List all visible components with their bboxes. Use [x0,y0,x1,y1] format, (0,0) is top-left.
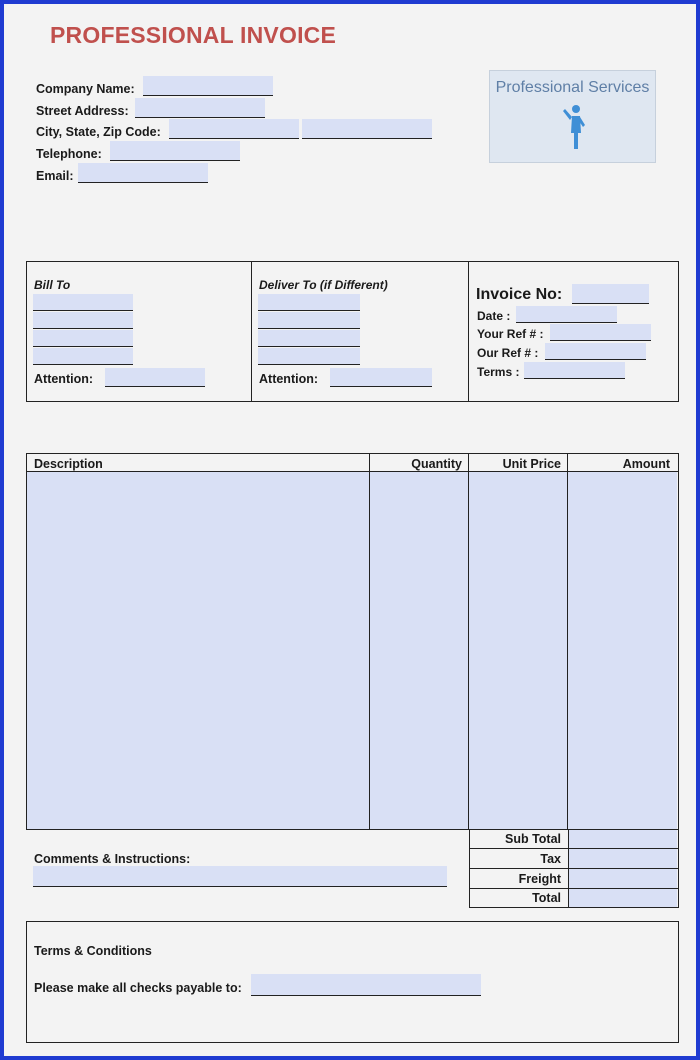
terms-field[interactable] [524,362,625,379]
deliver-to-line-3[interactable] [258,330,360,347]
deliver-to-line-2[interactable] [258,312,360,329]
bill-to-line-2[interactable] [33,312,133,329]
payable-to-label: Please make all checks payable to: [34,981,242,995]
deliver-to-attention-label: Attention: [259,372,319,386]
divider [251,261,252,402]
totals-row-divider [469,888,679,889]
date-label: Date : [477,309,511,323]
company-name-label: Company Name: [36,82,135,96]
zip-code-field[interactable] [302,119,432,139]
company-logo [489,70,656,163]
date-field[interactable] [516,306,617,323]
deliver-to-attention-field[interactable] [330,368,432,387]
our-ref-field[interactable] [545,343,646,360]
city-state-field[interactable] [169,119,299,139]
deliver-to-line-1[interactable] [258,294,360,311]
telephone-label: Telephone: [36,147,102,161]
bill-to-line-1[interactable] [33,294,133,311]
page-title: PROFESSIONAL INVOICE [50,22,337,48]
street-address-label: Street Address: [36,104,129,118]
table-header-divider [26,471,679,472]
items-table [26,453,679,830]
deliver-to-heading: Deliver To (if Different) [259,278,388,292]
company-name-field[interactable] [143,76,273,96]
telephone-field[interactable] [110,141,240,161]
totals-row-divider [469,868,679,869]
comments-label: Comments & Instructions: [34,852,191,866]
column-divider [468,453,469,830]
comments-field[interactable] [33,866,447,887]
column-header-description: Description [34,457,103,471]
terms-heading: Terms & Conditions [34,944,152,958]
email-field[interactable] [78,163,208,183]
person-icon [560,103,590,153]
city-state-zip-label: City, State, Zip Code: [36,125,161,139]
email-label: Email: [36,169,74,183]
bill-to-attention-field[interactable] [105,368,205,387]
column-header-amount: Amount [622,457,670,471]
column-header-unit-price: Unit Price [502,457,561,471]
subtotal-label: Sub Total [504,832,561,846]
logo-text: Professional Services [495,79,650,96]
our-ref-label: Our Ref # : [477,346,539,360]
totals-row-divider [469,848,679,849]
freight-label: Freight [518,872,561,886]
column-header-quantity: Quantity [411,457,462,471]
invoice-number-field[interactable] [572,284,649,304]
bill-to-line-4[interactable] [33,348,133,365]
invoice-number-label: Invoice No: [476,286,563,303]
bill-to-attention-label: Attention: [34,372,94,386]
your-ref-field[interactable] [550,324,651,341]
payable-to-field[interactable] [251,974,481,996]
column-divider [369,453,370,830]
divider [468,261,469,402]
deliver-to-line-4[interactable] [258,348,360,365]
street-address-field[interactable] [135,98,265,118]
column-divider [567,453,568,830]
tax-label: Tax [540,852,561,866]
terms-label: Terms : [477,365,520,379]
your-ref-label: Your Ref # : [477,327,544,341]
bill-to-line-3[interactable] [33,330,133,347]
total-label: Total [532,891,561,905]
bill-to-heading: Bill To [34,278,71,292]
